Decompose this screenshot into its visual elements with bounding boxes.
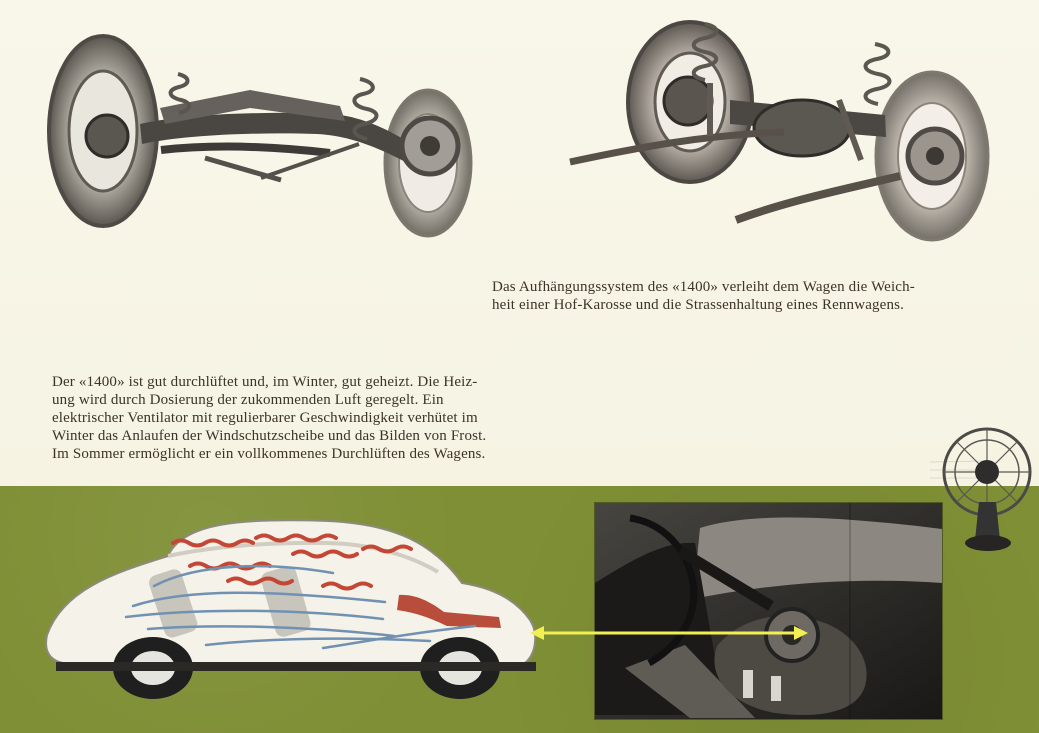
heating-caption-line: Der «1400» ist gut durchlüftet und, im Winter, gut geheizt. Die Heiz-: [52, 374, 478, 390]
suspension-caption-line: heit einer Hof-Karosse und die Strassenhaltung eines Rennwagens.: [492, 297, 904, 313]
heating-caption-line: Winter das Anlaufen der Windschutzscheibe und das Bilden von Frost.: [52, 428, 487, 444]
heating-caption-line: elektrischer Ventilator mit regulierbarer Geschwindigkeit verhütet im: [52, 410, 478, 426]
fan-illustration: [930, 414, 1030, 556]
interior-photo-art: [595, 503, 942, 719]
front-suspension-illustration: [45, 26, 475, 236]
suspension-caption-line: Das Aufhängungssystem des «1400» verleiht dem Wagen die Weich-: [492, 279, 915, 295]
heating-caption-line: ung wird durch Dosierung der zukommenden Luft geregelt. Ein: [52, 392, 444, 408]
heating-caption-line: Im Sommer ermöglicht er ein vollkommenes Durchlüften des Wagens.: [52, 446, 486, 462]
interior-heater-photo: [595, 503, 942, 719]
heating-caption: [52, 373, 560, 463]
pointer-arrow: [530, 623, 808, 643]
suspension-caption: [492, 278, 992, 314]
rear-suspension-illustration: [560, 10, 1000, 245]
car-ventilation-diagram: [38, 508, 558, 704]
